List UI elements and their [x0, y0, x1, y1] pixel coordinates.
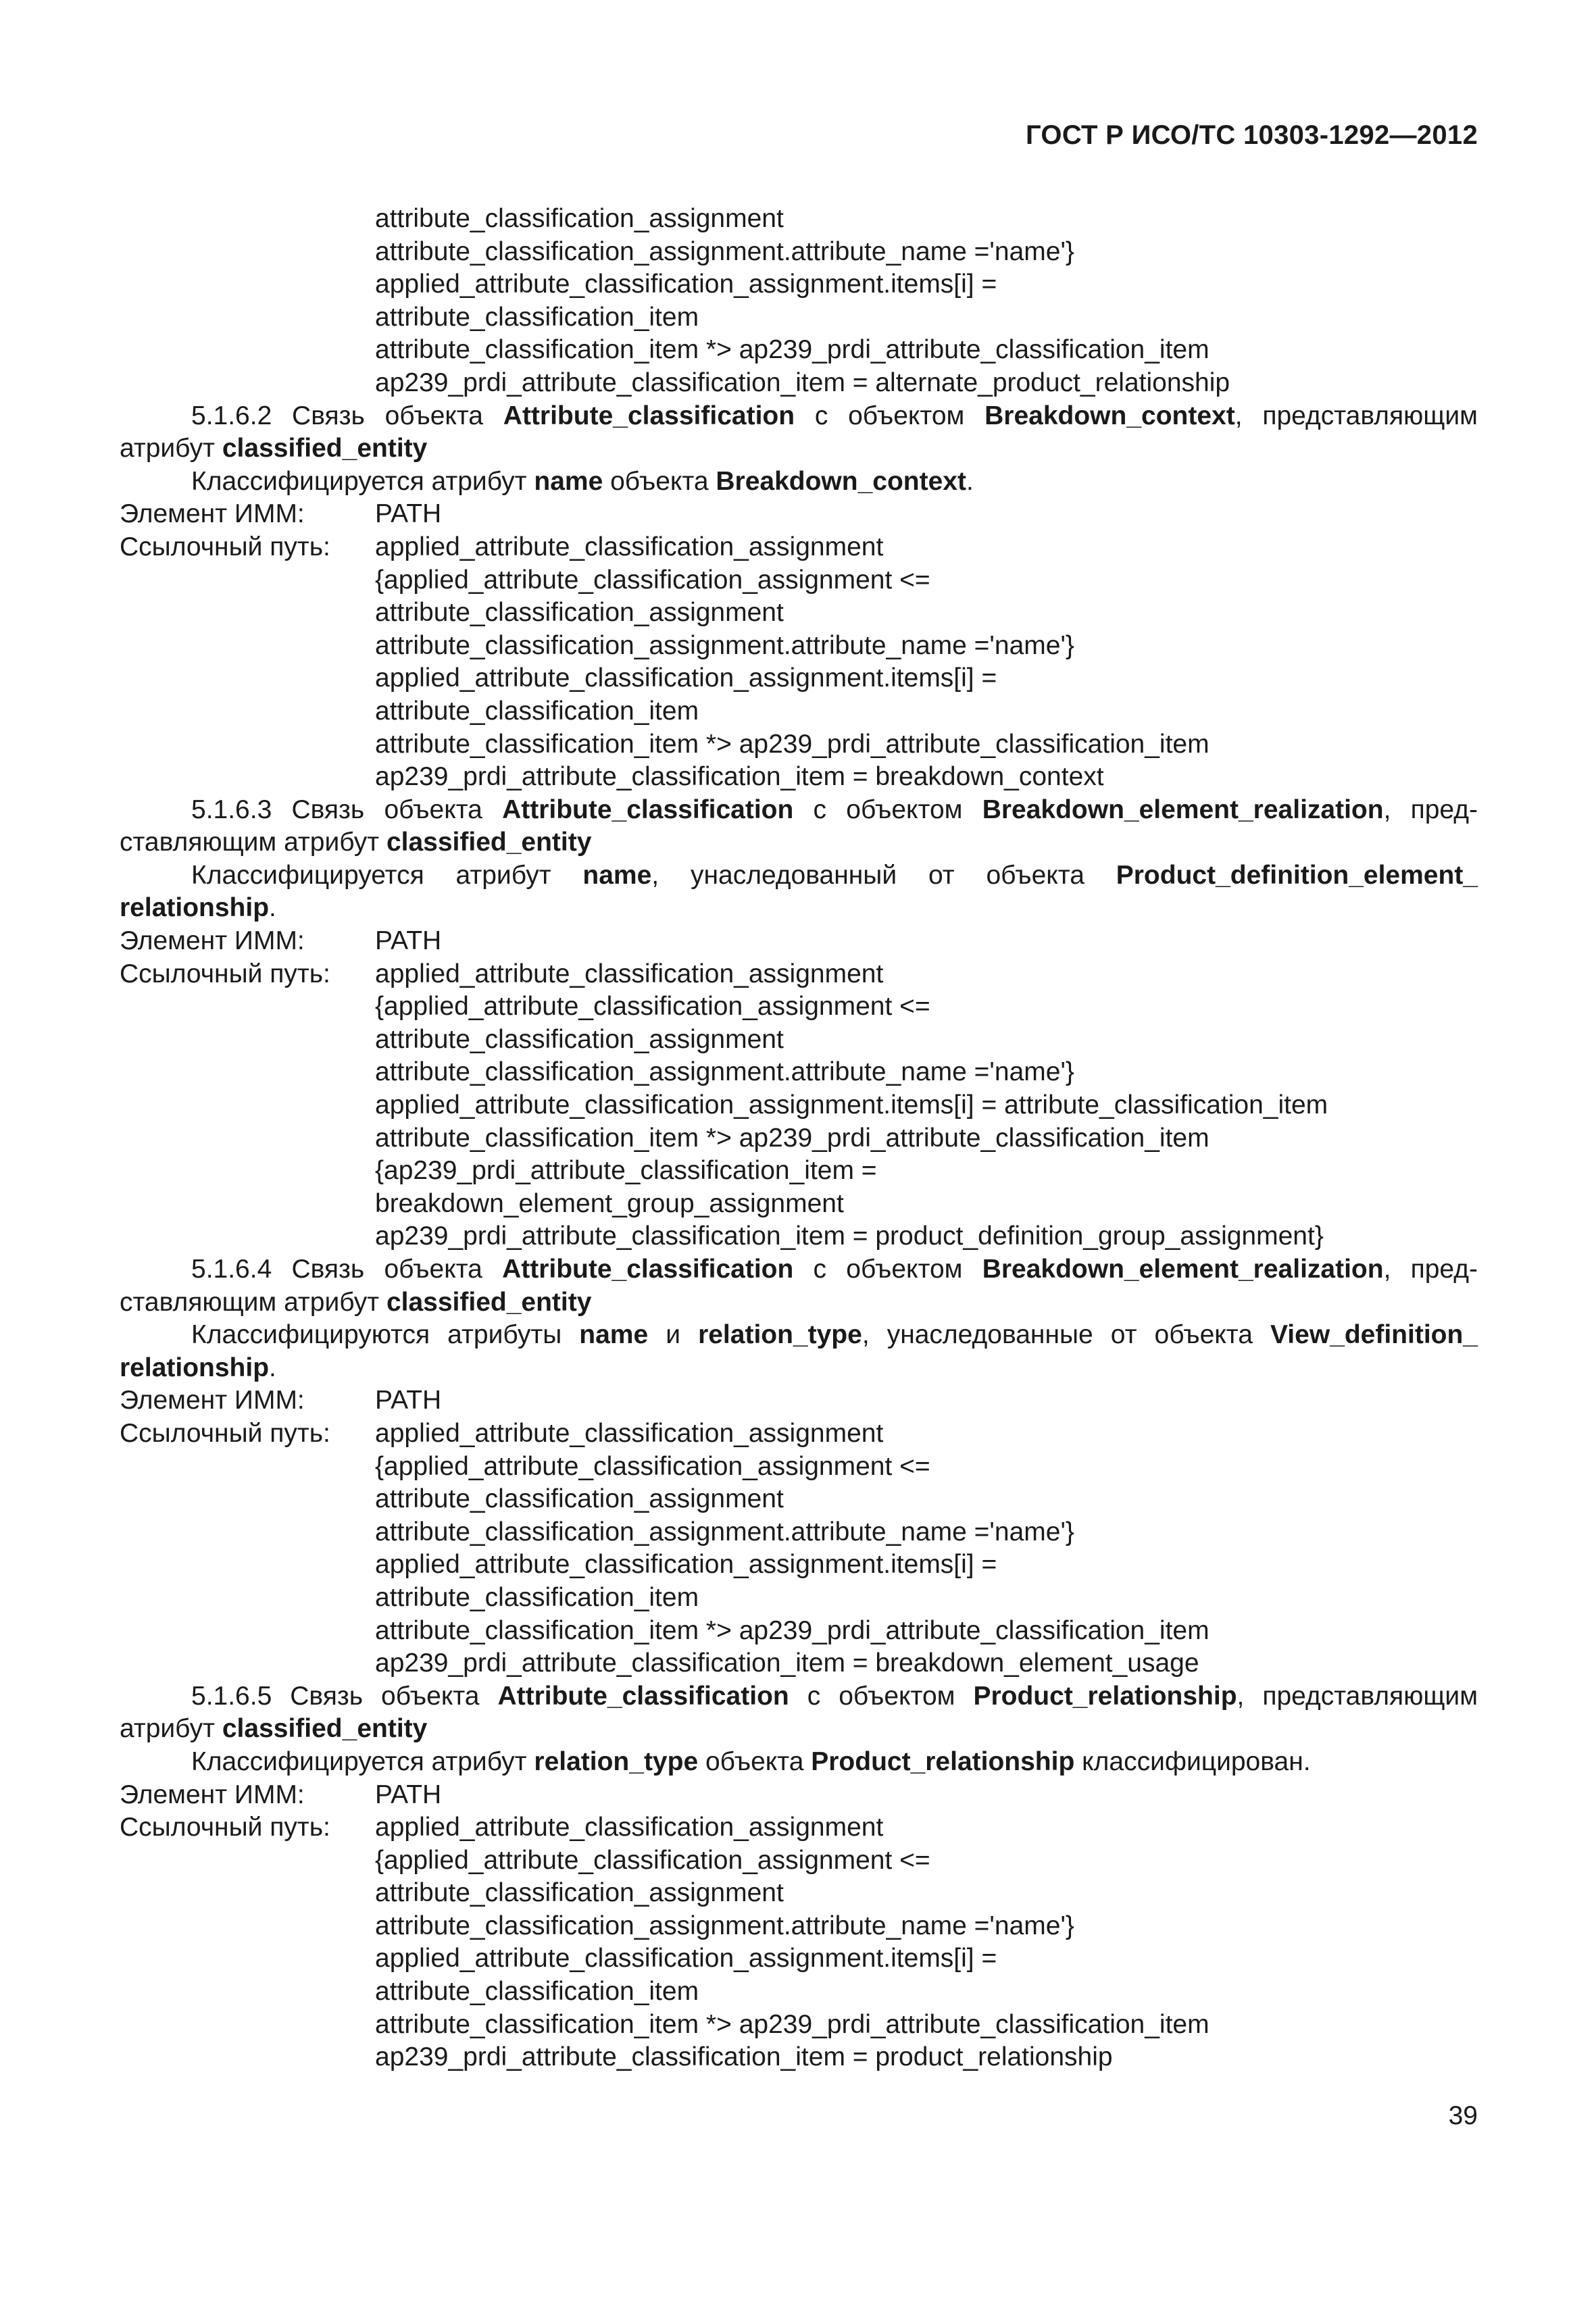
path-label: Ссылочный путь: — [120, 532, 330, 561]
element-row — [120, 498, 1478, 531]
section-heading: 5.1.6.3 Связь объекта Attribute_classification с объектом Breakdown_element_realization, пред- — [191, 795, 1478, 824]
path-line: attribute_classification_item *> ap239_prdi_attribute_classification_item — [375, 729, 1210, 759]
path-line: attribute_classification_item *> ap239_prdi_attribute_classification_item — [375, 1615, 1210, 1645]
document-header: ГОСТ Р ИСО/ТС 10303-1292—2012 — [1025, 120, 1478, 150]
classification-note: Классифицируется атрибут name, унаследованный от объекта Product_definition_element_ — [191, 860, 1478, 890]
document-body — [120, 203, 1478, 2074]
path-line: attribute_classification_item *> ap239_prdi_attribute_classification_item — [375, 2009, 1210, 2039]
path-label: Ссылочный путь: — [120, 1418, 330, 1448]
element-value: PATH — [375, 1780, 442, 1809]
path-line: applied_attribute_classification_assignment — [375, 1813, 884, 1842]
path-line: applied_attribute_classification_assignment — [375, 1418, 884, 1448]
classification-note-cont: relationship. — [120, 893, 276, 923]
path-line: attribute_classification_assignment.attribute_name ='name'} — [375, 236, 1074, 266]
path-line: attribute_classification_assignment — [375, 1024, 784, 1054]
classification-note: Классифицируются атрибуты name и relation_type, унаследованные от объекта View_definition_ — [191, 1320, 1478, 1350]
section-heading-cont: ставляющим атрибут classified_entity — [120, 828, 592, 857]
path-label: Ссылочный путь: — [120, 1813, 330, 1842]
path-line: ap239_prdi_attribute_classification_item = breakdown_element_usage — [375, 1649, 1199, 1678]
path-line: attribute_classification_assignment.attribute_name ='name'} — [375, 1517, 1074, 1546]
path-line: attribute_classification_item — [375, 1582, 699, 1612]
classification-note: Классифицируется атрибут name объекта Breakdown_context. — [191, 466, 974, 496]
path-line: attribute_classification_assignment.attribute_name ='name'} — [375, 1057, 1074, 1087]
element-value: PATH — [375, 499, 442, 529]
path-line: attribute_classification_item — [375, 696, 699, 726]
path-label: Ссылочный путь: — [120, 959, 330, 988]
path-line: applied_attribute_classification_assignment.items[i] = — [375, 663, 997, 693]
path-line: breakdown_element_group_assignment — [375, 1188, 844, 1218]
path-line: attribute_classification_assignment.attribute_name ='name'} — [375, 630, 1074, 660]
path-line: applied_attribute_classification_assignment — [375, 959, 884, 988]
path-line: applied_attribute_classification_assignment.items[i] = — [375, 1550, 997, 1580]
section-heading: 5.1.6.4 Связь объекта Attribute_classification с объектом Breakdown_element_realization, пред- — [191, 1255, 1478, 1284]
path-line: {applied_attribute_classification_assignment <= — [375, 1451, 930, 1481]
section-heading-cont: атрибут classified_entity — [120, 434, 428, 463]
path-line: ap239_prdi_attribute_classification_item = breakdown_context — [375, 762, 1104, 792]
section-5-1-6-4 — [120, 1253, 1478, 1680]
section-heading: 5.1.6.2 Связь объекта Attribute_classification с объектом Breakdown_context, представляющим — [191, 401, 1478, 430]
element-label: Элемент ИММ: — [120, 1386, 305, 1415]
path-line: attribute_classification_assignment — [375, 204, 784, 233]
path-row — [120, 958, 1478, 991]
path-line: ap239_prdi_attribute_classification_item = product_relationship — [375, 2042, 1113, 2072]
path-line: applied_attribute_classification_assignment.items[i] = attribute_classification_item — [375, 1090, 1328, 1120]
section-5-1-6-5 — [120, 1680, 1478, 2074]
path-row — [120, 531, 1478, 564]
element-label: Элемент ИММ: — [120, 499, 305, 529]
section-5-1-6-3 — [120, 794, 1478, 1253]
section-heading-cont: ставляющим атрибут classified_entity — [120, 1287, 592, 1317]
path-line: applied_attribute_classification_assignment — [375, 532, 884, 561]
path-line: attribute_classification_item — [375, 1977, 699, 2007]
page-number: 39 — [1448, 2101, 1478, 2130]
section-heading-cont: атрибут classified_entity — [120, 1714, 428, 1744]
path-line: ap239_prdi_attribute_classification_item = alternate_product_relationship — [375, 368, 1230, 397]
path-line: attribute_classification_assignment — [375, 598, 784, 628]
path-line: attribute_classification_assignment — [375, 1878, 784, 1908]
path-line: {applied_attribute_classification_assignment <= — [375, 1845, 930, 1875]
path-line: {ap239_prdi_attribute_classification_item = — [375, 1156, 877, 1186]
classification-note-cont: relationship. — [120, 1353, 276, 1382]
path-row — [120, 1417, 1478, 1451]
path-row — [120, 1811, 1478, 1844]
path-line: attribute_classification_assignment — [375, 1484, 784, 1514]
element-label: Элемент ИММ: — [120, 926, 305, 956]
element-value: PATH — [375, 1386, 442, 1415]
path-line: applied_attribute_classification_assignment.items[i] = — [375, 270, 997, 299]
path-line: applied_attribute_classification_assignment.items[i] = — [375, 1944, 997, 1973]
section-5-1-6-2 — [120, 400, 1478, 794]
element-row — [120, 1384, 1478, 1417]
element-value: PATH — [375, 926, 442, 956]
path-line: attribute_classification_item — [375, 302, 699, 332]
element-label: Элемент ИММ: — [120, 1780, 305, 1809]
classification-note: Классифицируется атрибут relation_type объекта Product_relationship классифицирован. — [191, 1746, 1311, 1776]
path-line: attribute_classification_item *> ap239_prdi_attribute_classification_item — [375, 1123, 1210, 1153]
path-continuation — [120, 203, 1478, 400]
element-row — [120, 1779, 1478, 1812]
path-line: attribute_classification_item *> ap239_prdi_attribute_classification_item — [375, 335, 1210, 365]
path-line: {applied_attribute_classification_assignment <= — [375, 565, 930, 595]
path-line: {applied_attribute_classification_assignment <= — [375, 992, 930, 1022]
path-line: ap239_prdi_attribute_classification_item = product_definition_group_assignment} — [375, 1222, 1324, 1251]
element-row — [120, 925, 1478, 958]
section-heading: 5.1.6.5 Связь объекта Attribute_classification с объектом Product_relationship, представляющим — [191, 1681, 1478, 1711]
path-line: attribute_classification_assignment.attribute_name ='name'} — [375, 1911, 1074, 1940]
